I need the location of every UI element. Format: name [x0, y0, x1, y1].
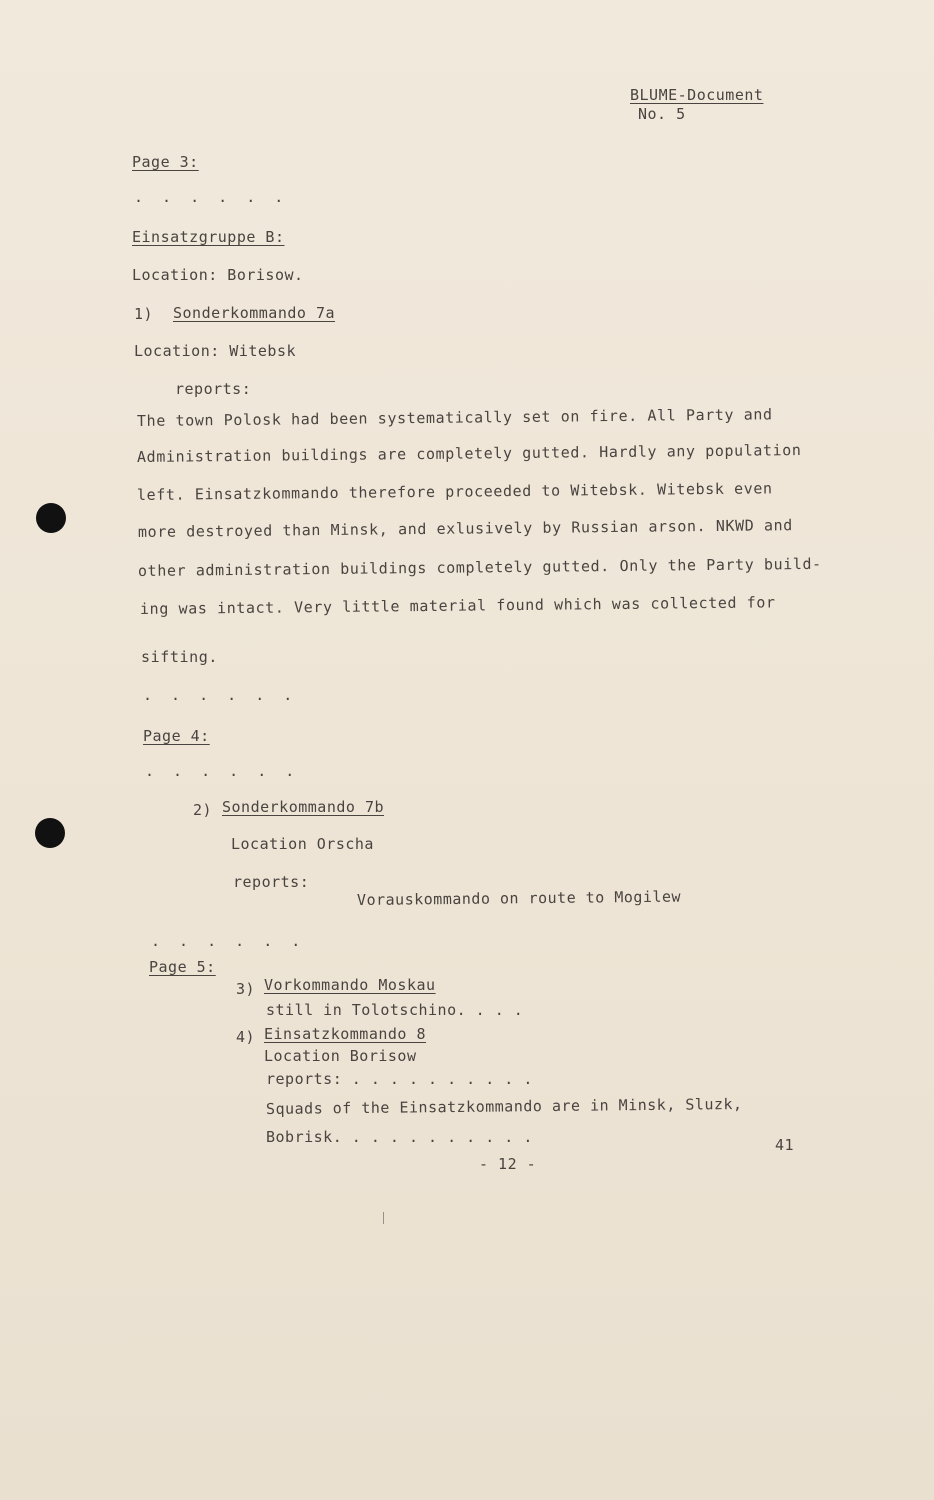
page4-dots-end: . . . . . .	[151, 932, 306, 950]
item2-location: Location Orscha	[231, 835, 374, 853]
paragraph-line-7: sifting.	[141, 648, 219, 666]
punch-hole-top	[36, 503, 66, 533]
punch-hole-bottom	[35, 818, 65, 848]
paragraph-line-5: other administration buildings completely gutted. Only the Party build-	[137, 554, 822, 580]
item1-reports: reports:	[175, 380, 252, 398]
item2-number: 2)	[193, 801, 213, 819]
item4-reports: reports: . . . . . . . . . .	[266, 1070, 533, 1088]
page4-dots: . . . . . .	[145, 762, 300, 780]
page4-label: Page 4:	[143, 727, 210, 745]
doc-label: BLUME-Document	[630, 86, 764, 104]
paragraph-line-2: Administration buildings are completely gutted. Hardly any population	[136, 441, 802, 466]
item1-name: Sonderkommando 7a	[173, 304, 336, 322]
doc-number: No. 5	[638, 105, 686, 123]
page3-dots-end: . . . . . .	[143, 686, 298, 704]
item4-location: Location Borisow	[264, 1047, 417, 1065]
item2-reports: reports:	[233, 873, 310, 891]
paragraph-line-4: more destroyed than Minsk, and exlusively by Russian arson. NKWD and	[137, 516, 793, 541]
item3-name: Vorkommando Moskau	[264, 976, 436, 994]
item4-text-line-1: Squads of the Einsatzkommando are in Minsk, Sluzk,	[265, 1095, 743, 1118]
item3-text: still in Tolotschino. . . .	[266, 1001, 524, 1019]
sheet-number: 41	[775, 1136, 795, 1154]
item1-location: Location: Witebsk	[134, 342, 297, 360]
paragraph-line-3: left. Einsatzkommando therefore proceeded to Witebsk. Witebsk even	[136, 479, 773, 504]
item4-text-line-2: Bobrisk. . . . . . . . . . .	[266, 1128, 533, 1146]
group-heading: Einsatzgruppe B:	[132, 228, 285, 246]
item4-number: 4)	[236, 1028, 256, 1046]
item1-number: 1)	[134, 305, 154, 323]
item2-name: Sonderkommando 7b	[222, 798, 385, 816]
paragraph-line-6: ing was intact. Very little material found which was collected for	[139, 593, 776, 618]
page5-label: Page 5:	[149, 958, 216, 976]
item3-number: 3)	[236, 980, 256, 998]
group-location: Location: Borisow.	[132, 266, 304, 284]
item4-name: Einsatzkommando 8	[264, 1025, 427, 1043]
page3-label: Page 3:	[132, 153, 199, 171]
stray-mark	[383, 1212, 384, 1224]
paragraph-line-1: The town Polosk had been systematically set on fire. All Party and	[136, 405, 773, 430]
page-number: - 12 -	[479, 1155, 537, 1173]
page3-dots: . . . . . .	[134, 188, 289, 206]
item2-text: Vorauskommando on route to Mogilew	[356, 887, 682, 909]
